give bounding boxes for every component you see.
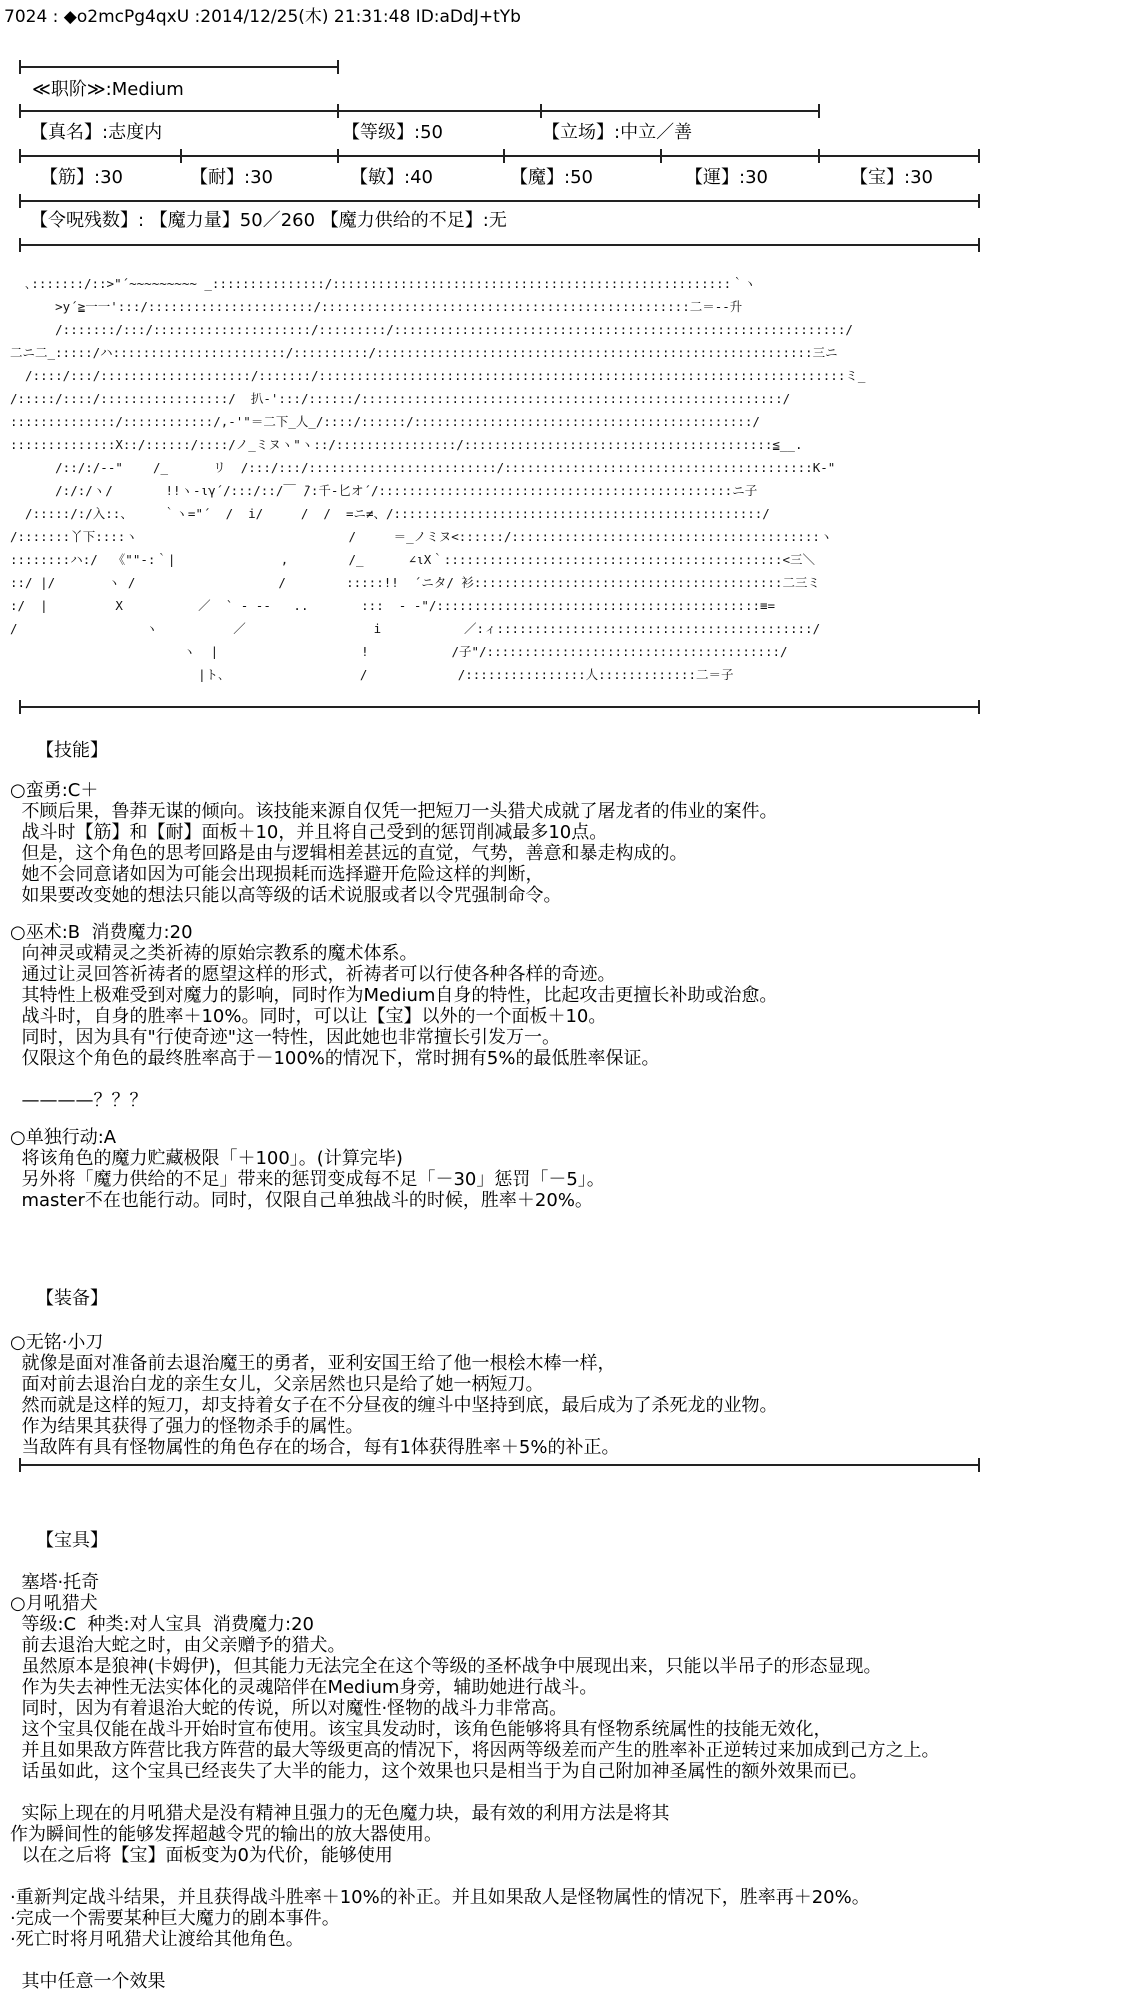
noble-phantasm-header: 【宝具】: [36, 1530, 108, 1551]
card-tick: [19, 238, 21, 252]
alignment: 【立场】:中立／善: [542, 122, 693, 143]
noble-phantasm-line: [10, 1782, 1110, 1803]
skills-list: [10, 780, 1110, 1211]
equipment-header: 【装备】: [36, 1288, 108, 1309]
skill-line: [10, 1069, 1110, 1090]
stat-end: 【耐】:30: [190, 167, 273, 188]
noble-phantasm-line: 并且如果敌方阵营比我方阵营的最大等级更高的情况下，将因两等级差而产生的胜率补正逆转过来加成到己方之上。: [10, 1740, 940, 1761]
equipment-line: 当敌阵有具有怪物属性的角色存在的场合，每有1体获得胜率＋5%的补正。: [10, 1437, 620, 1458]
card-tick: [19, 104, 21, 118]
noble-phantasm-line: 等级:C 种类:对人宝具 消费魔力:20: [10, 1614, 314, 1635]
ascii-art-line: ､:::::::/::>"´~~~~~~~~~ _:::::::::::::::/:::::::::::::::::::::::::::::::::::::::::::::::::::::｀ヽ: [10, 276, 757, 291]
skill-line: 战斗时【筋】和【耐】面板＋10，并且将自己受到的惩罚削减最多10点。: [10, 822, 608, 843]
ascii-art-line: ::::::::ハ:/ 《""-:｀| , /_ ∠ιX｀:::::::::::::::::::::::::::::::::::::::::::::<三＼: [10, 552, 815, 567]
skill-line: 同时，因为具有"行使奇迹"这一特性，因此她也非常擅长引发万一。: [10, 1027, 560, 1048]
ascii-art-line: |ト､ / /::::::::::::::::人:::::::::::::二＝子: [10, 667, 734, 682]
stat-str: 【筋】:30: [40, 167, 123, 188]
resources: 【令呪残数】: 【魔力量】50／260 【魔力供给的不足】:无: [30, 210, 507, 231]
ascii-art-line: /:::::/:/入::、 ｀ヽ="´ / i/ / / =ニ≠、/:::::::::::::::::::::::::::::::::::::::::::::::::/: [10, 506, 770, 521]
ascii-art-line: 二ニ二_:::::/ハ:::::::::::::::::::::::/::::::::::/::::::::::::::::::::::::::::::::::::::::::::::::::::::::::三ニ: [10, 345, 838, 360]
skill-line: 另外将「魔力供给的不足」带来的惩罚变成每不足「－30」惩罚「－5」。: [10, 1169, 605, 1190]
noble-phantasm-line: 这个宝具仅能在战斗开始时宣布使用。该宝具发动时，该角色能够将具有怪物系统属性的技能无效化，: [10, 1719, 832, 1740]
ascii-art: [10, 272, 866, 686]
stat-agi: 【敏】:40: [350, 167, 433, 188]
noble-phantasm-line: 前去退治大蛇之时，由父亲赠予的猎犬。: [10, 1635, 346, 1656]
noble-phantasm-line: ·死亡时将月吼猎犬让渡给其他角色。: [10, 1929, 304, 1950]
section-divider: [20, 706, 980, 708]
noble-phantasm-block: [10, 1572, 1110, 1992]
noble-phantasm-line: 同时，因为有着退治大蛇的传说，所以对魔性·怪物的战斗力非常高。: [10, 1698, 568, 1719]
skill-title: ○蛮勇:C＋: [10, 780, 99, 801]
noble-phantasm-line: 实际上现在的月吼猎犬是没有精神且强力的无色魔力块，最有效的利用方法是将其: [10, 1803, 670, 1824]
noble-phantasm-line: [10, 1866, 1110, 1887]
skill-title: ○巫术:B 消费魔力:20: [10, 922, 193, 943]
card-tick: [180, 149, 182, 163]
divider-tick: [978, 700, 980, 714]
card-tick: [19, 60, 21, 74]
skill-line: master不在也能行动。同时，仅限自己单独战斗的时候，胜率＋20%。: [10, 1190, 593, 1211]
card-bottom-line: [20, 244, 980, 246]
skill-line: 其特性上极难受到对魔力的影响，同时作为Medium自身的特性，比起攻击更擅长补助或治愈。: [10, 985, 778, 1006]
card-tick: [337, 149, 339, 163]
noble-phantasm-line: 以在之后将【宝】面板变为0为代价，能够使用: [10, 1845, 393, 1866]
noble-phantasm-line: 塞塔·托奇: [10, 1572, 100, 1593]
noble-phantasm-line: [10, 1950, 1110, 1971]
noble-phantasm-line: 作为瞬间性的能够发挥超越令咒的输出的放大器使用。: [10, 1824, 442, 1845]
card-tick: [818, 104, 820, 118]
equipment-line: 作为结果其获得了强力的怪物杀手的属性。: [10, 1416, 364, 1437]
card-tick: [978, 149, 980, 163]
card-tick: [503, 149, 505, 163]
equipment-title: ○无铭·小刀: [10, 1332, 104, 1353]
skill-line: 但是，这个角色的思考回路是由与逻辑相差甚远的直觉，气势，善意和暴走构成的。: [10, 843, 688, 864]
divider-tick: [978, 1458, 980, 1472]
card-tick: [540, 104, 542, 118]
skill-line: 仅限这个角色的最终胜率高于－100%的情况下，常时拥有5%的最低胜率保证。: [10, 1048, 660, 1069]
card-tick: [19, 149, 21, 163]
stat-mag: 【魔】:50: [510, 167, 593, 188]
skills-header: 【技能】: [36, 740, 108, 761]
ascii-art-line: /:/:/ヽ/ !!ヽ-ιγ´/:::/::/￣ ̄/:千-匕オ´/:::::::::::::::::::::::::::::::::::::::::::::::ニ子: [10, 483, 758, 498]
ascii-art-line: /:::::/::::/:::::::::::::::::/ 扒-':::/::::::/::::::::::::::::::::::::::::::::::::::::::::::::::::::::/: [10, 391, 791, 406]
skill-line: 不顾后果，鲁莽无谋的倾向。该技能来源自仅凭一把短刀一头猎犬成就了屠龙者的伟业的案件。: [10, 801, 778, 822]
noble-phantasm-line: 话虽如此，这个宝具已经丧失了大半的能力，这个效果也只是相当于为自己附加神圣属性的额外效果而已。: [10, 1761, 868, 1782]
card-tick: [337, 60, 339, 74]
skill-line: 将该角色的魔力贮藏极限「＋100」。(计算完毕): [10, 1148, 403, 1169]
noble-phantasm-line: ·完成一个需要某种巨大魔力的剧本事件。: [10, 1908, 340, 1929]
card-tick: [978, 194, 980, 208]
divider-tick: [19, 700, 21, 714]
ascii-art-line: :/ | X ／ ` - -- .. ::: ‐ ‐"/:::::::::::::::::::::::::::::::::::::::::::≡=: [10, 598, 776, 613]
ascii-art-line: ::::::::::::::X::/::::::/::::/ノ_ミヌヽ"ヽ::/::::::::::::::::/:::::::::::::::::::::::::::::::::::::::::≦__.: [10, 437, 803, 452]
ascii-art-line: >y´≧一一':::/::::::::::::::::::::::/:::::::::::::::::::::::::::::::::::::::::::::::::二＝--升: [10, 299, 743, 314]
ascii-art-line: / ヽ ／ i ／:ィ::::::::::::::::::::::::::::::::::::::::::/: [10, 621, 821, 636]
skill-line: 战斗时，自身的胜率＋10%。同时，可以让【宝】以外的一个面板＋10。: [10, 1006, 607, 1027]
equipment-block: [10, 1332, 1110, 1458]
skill-title: ○单独行动:A: [10, 1127, 117, 1148]
noble-phantasm-line: ·重新判定战斗结果，并且获得战斗胜率＋10%的补正。并且如果敌人是怪物属性的情况下，胜率再＋20%。: [10, 1887, 870, 1908]
card-line-4: [20, 200, 980, 202]
noble-phantasm-line: 虽然原本是狼神(卡姆伊)，但其能力无法完全在这个等级的圣杯战争中展现出来，只能以半吊子的形态显现。: [10, 1656, 882, 1677]
noble-phantasm-line: ○月吼猎犬: [10, 1593, 98, 1614]
level: 【等级】:50: [342, 122, 443, 143]
section-divider: [20, 1464, 980, 1466]
ascii-art-line: ヽ | ! /子"/:::::::::::::::::::::::::::::::::::::::/: [10, 644, 788, 659]
noble-phantasm-line: 其中任意一个效果: [10, 1971, 166, 1992]
skill-line: 如果要改变她的想法只能以高等级的话术说服或者以令咒强制命令。: [10, 885, 562, 906]
true-name: 【真名】:志度内: [30, 122, 163, 143]
card-line-3: [20, 155, 980, 157]
ascii-art-line: /:::::::/:::/:::::::::::::::::::::/:::::::::/::::::::::::::::::::::::::::::::::::::::::::::::::::::::::::/: [10, 322, 853, 337]
stat-luck: 【運】:30: [685, 167, 768, 188]
card-tick: [818, 149, 820, 163]
skill-line: 通过让灵回答祈祷者的愿望这样的形式，祈祷者可以行使各种各样的奇迹。: [10, 964, 616, 985]
ascii-art-line: /::::/:::/::::::::::::::::::::/:::::::/::::::::::::::::::::::::::::::::::::::::::::::::::::::::::::::::::::::ミ_: [10, 368, 866, 383]
card-line-2: [20, 110, 820, 112]
ascii-art-line: /::/:/-‐" /_ リ /:::/:::/:::::::::::::::::::::::::/:::::::::::::::::::::::::::::::::::::::::K-": [10, 460, 836, 475]
equipment-line: 然而就是这样的短刀，却支持着女子在不分昼夜的缠斗中坚持到底，最后成为了杀死龙的业物。: [10, 1395, 778, 1416]
stat-np: 【宝】:30: [850, 167, 933, 188]
card-tick: [19, 194, 21, 208]
class-label: ≪职阶≫:Medium: [32, 79, 184, 100]
skill-line: 她不会同意诸如因为可能会出现损耗而选择避开危险这样的判断，: [10, 864, 544, 885]
skill-line: ————？？？: [10, 1090, 148, 1111]
skill-spacer: [10, 1111, 1110, 1127]
noble-phantasm-line: 作为失去神性无法实体化的灵魂陪伴在Medium身旁，辅助她进行战斗。: [10, 1677, 598, 1698]
skill-spacer: [10, 906, 1110, 922]
ascii-art-line: /:::::::丫下::::ヽ / ＝_ノミヌ<::::::/:::::::::::::::::::::::::::::::::::::::::ヽ: [10, 529, 833, 544]
ascii-art-line: ::::::::::::::/::::::::::::/,-'"＝二下_人_/::::/::::::/:::::::::::::::::::::::::::::::::::::::::::::/: [10, 414, 760, 429]
card-tick: [660, 149, 662, 163]
card-tick: [337, 104, 339, 118]
equipment-line: 面对前去退治白龙的亲生女儿，父亲居然也只是给了她一柄短刀。: [10, 1374, 544, 1395]
skill-line: 向神灵或精灵之类祈祷的原始宗教系的魔术体系。: [10, 943, 418, 964]
ascii-art-line: ::/ |/ ヽ / / :::::!! ´ニタ/ 衫:::::::::::::::::::::::::::::::::::::::::二三ミ: [10, 575, 820, 590]
post-header: 7024 : ◆o2mcPg4qxU :2014/12/25(木) 21:31:48 ID:aDdJ+tYb: [4, 7, 521, 27]
card-tick: [978, 238, 980, 252]
equipment-line: 就像是面对准备前去退治魔王的勇者，亚利安国王给了他一根桧木棒一样，: [10, 1353, 616, 1374]
card-top-line: [20, 66, 338, 68]
divider-tick: [19, 1458, 21, 1472]
